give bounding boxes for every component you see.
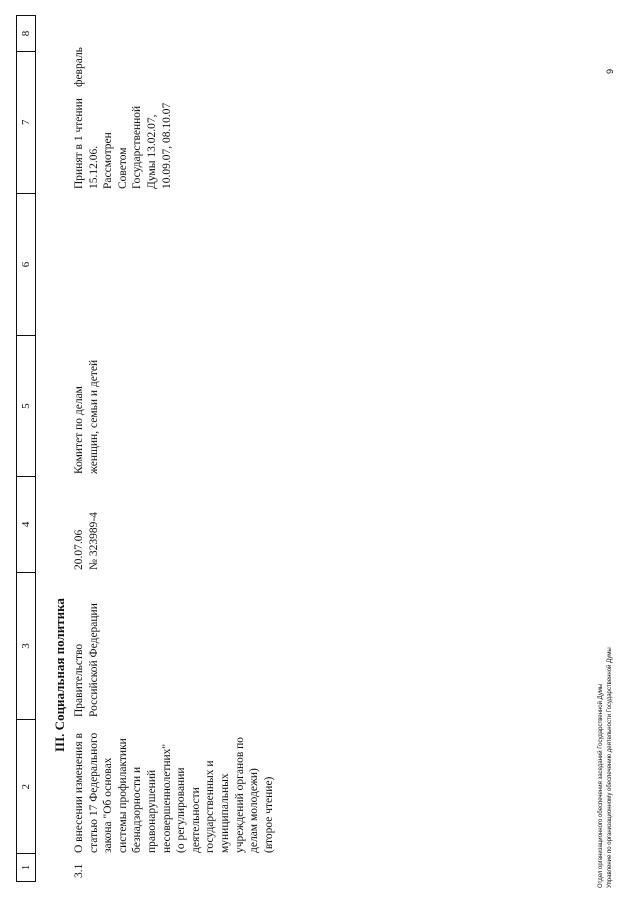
bill-title: О внесении изменения в статью 17 Федерального закона "Об основах системы профилактики безнадзорности и правонарушений несовершеннолетних" (о регулировании деятельности государственных и муниципальных учреждений органов по делам молодежи) (второе чтение) [73, 732, 275, 853]
column-header-8: 8 [20, 30, 32, 37]
page-number: 9 [605, 68, 615, 74]
column-header-5: 5 [17, 335, 35, 476]
planned-period: февраль [73, 47, 85, 87]
column-header-7: 7 [17, 51, 35, 193]
column-header-row [16, 15, 36, 882]
bill-status: Принят в 1 чтении 15.12.06. Рассмотрен Советом Государственной Думы 13.02.07, 10.09.07, 08.10.07 [73, 98, 173, 189]
section-title: III. Социальная политика [52, 598, 67, 752]
column-header-1: 1 [17, 853, 35, 881]
column-header-2: 2 [17, 719, 35, 853]
row-number: 3.1 [73, 863, 85, 878]
column-header-6: 6 [17, 193, 35, 336]
bill-date-number: 20.07.06 № 323989-4 [73, 512, 100, 570]
bill-initiator: Правительство Российской Федерации [73, 603, 100, 717]
page-footer: Отдел организационного обеспечения заседаний Государственной Думы Управление по организационному обеспечению деятельности Государственной Думы [598, 647, 613, 888]
responsible-committee: Комитет по делам женщин, семьи и детей [73, 359, 100, 474]
column-header-3: 3 [17, 572, 35, 720]
column-header-4: 4 [17, 476, 35, 572]
